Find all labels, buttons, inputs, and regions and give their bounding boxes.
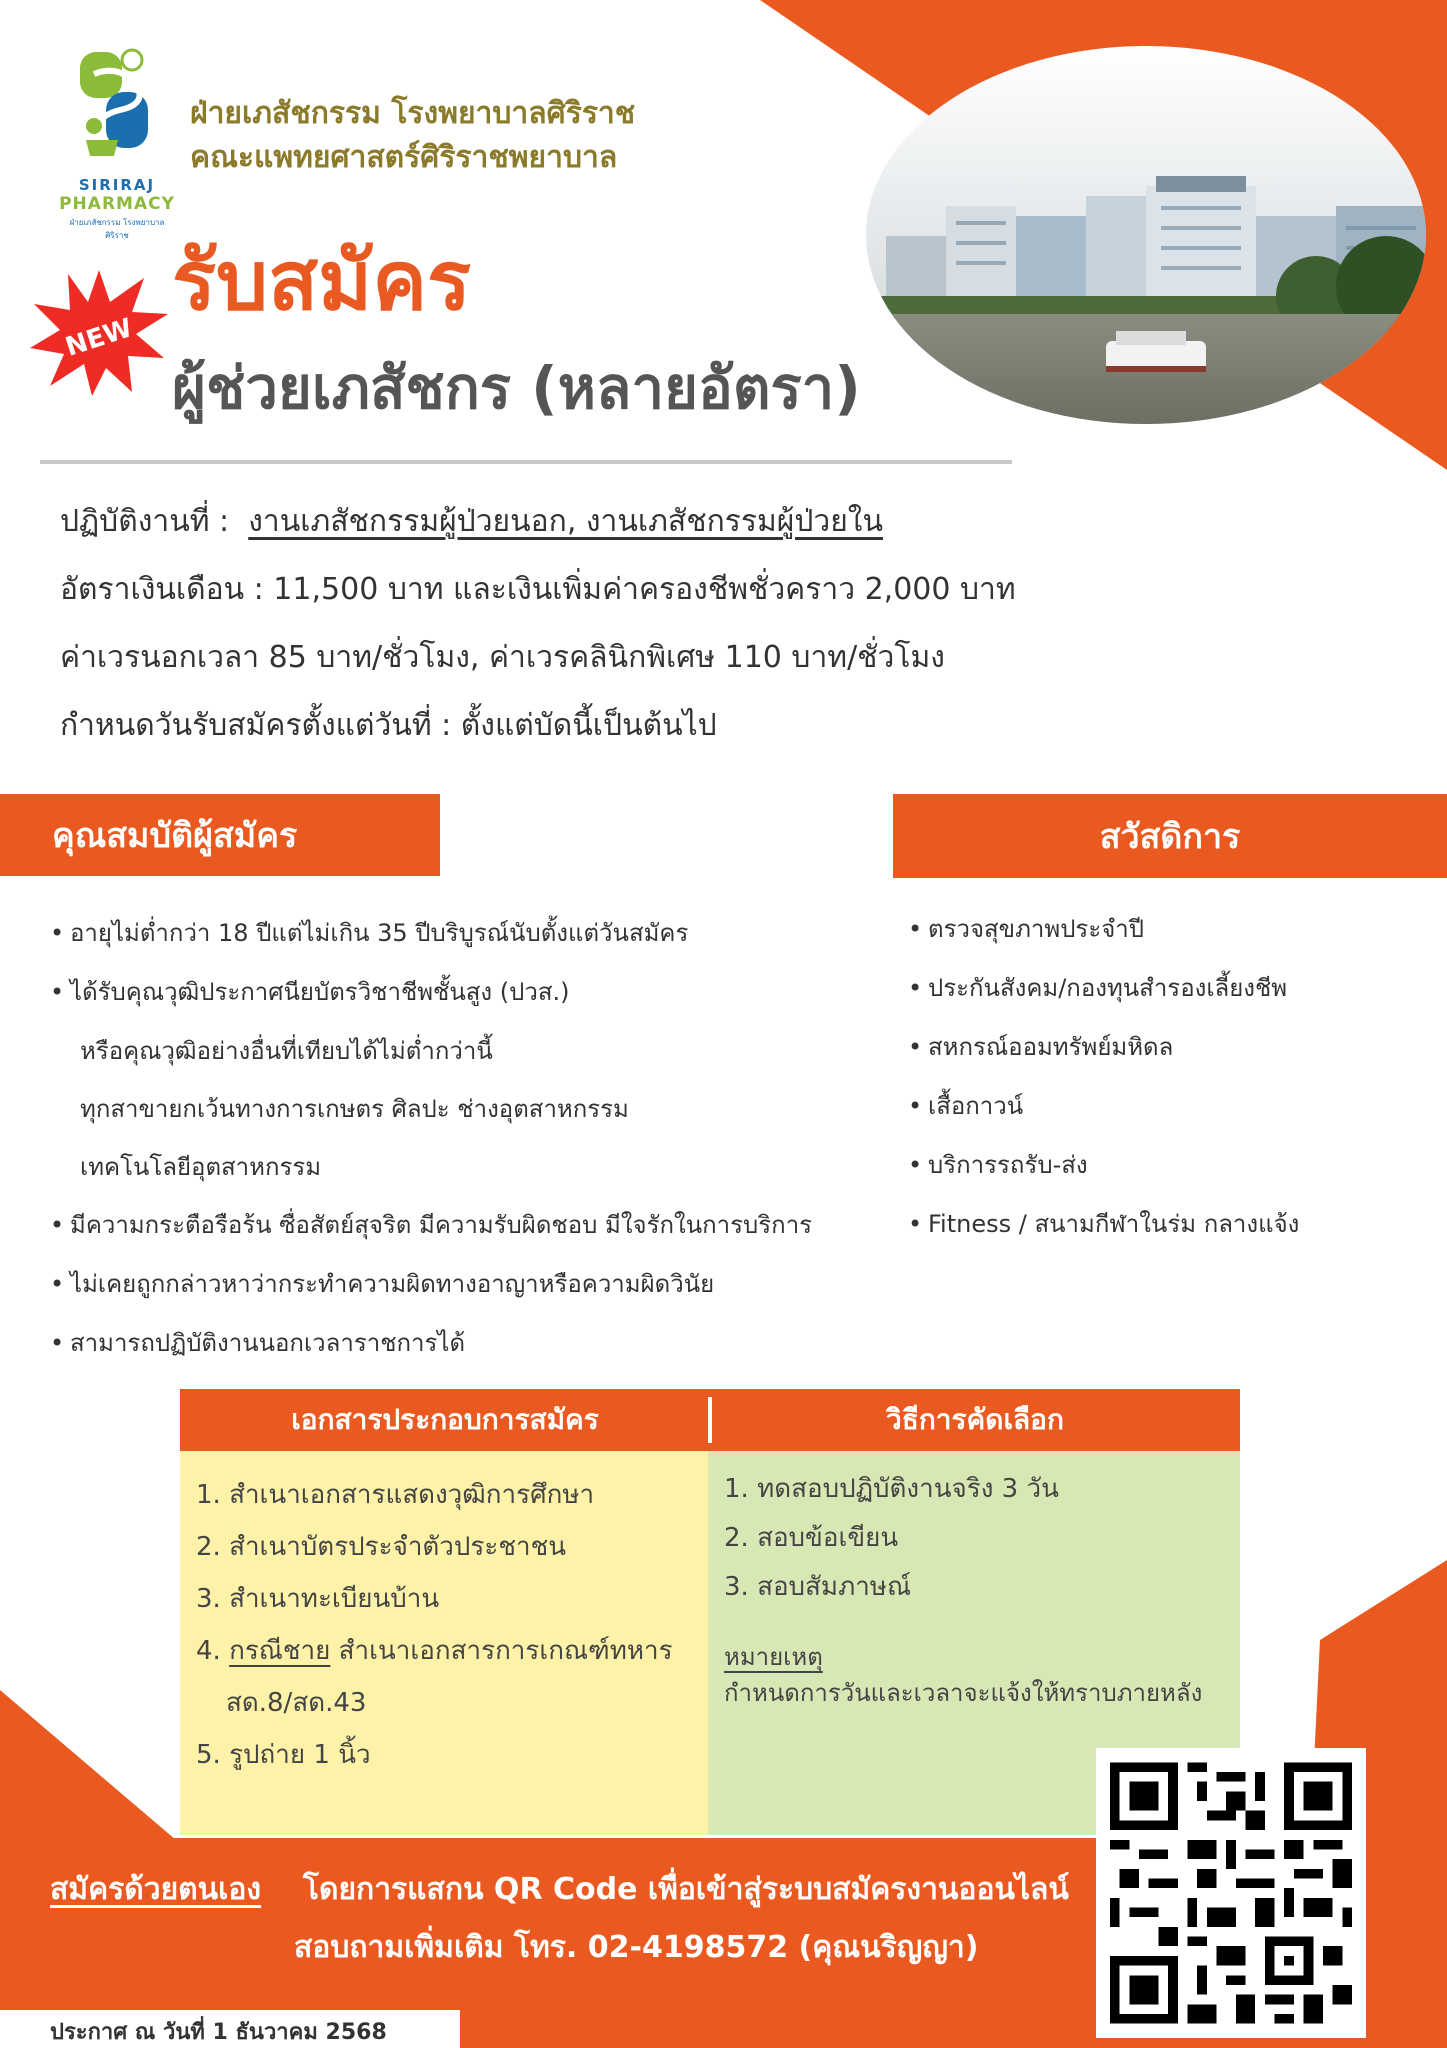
logo-wordmark-siriraj: SIRIRAJ <box>78 176 156 194</box>
logo-caption: ฝ่ายเภสัชกรรม โรงพยาบาลศิริราช <box>69 218 165 240</box>
qualifications-list <box>50 904 880 1373</box>
list-item: • ตรวจสุขภาพประจำปี <box>908 915 1144 943</box>
announcement-strip <box>0 2010 460 2048</box>
application-qr-code[interactable] <box>1096 1748 1366 2038</box>
workplace-value: งานเภสัชกรรมผู้ป่วยนอก, งานเภสัชกรรมผู้ป่วยใน <box>248 504 883 539</box>
apply-label: สมัครด้วยตนเอง <box>50 1872 262 1907</box>
title-divider <box>40 460 1012 464</box>
list-item: • สามารถปฏิบัติงานนอกเวลาราชการได้ <box>50 1329 466 1357</box>
new-label: NEW <box>61 313 137 363</box>
list-item: 4. กรณีชาย สำเนาเอกสารการเกณฑ์ทหาร <box>196 1636 673 1666</box>
apply-line <box>50 1866 1069 1913</box>
list-item-continued: ทุกสาขายกเว้นทางการเกษตร ศิลปะ ช่างอุตสาหกรรม <box>80 1095 629 1123</box>
list-item: • เสื้อกาวน์ <box>908 1092 1024 1120</box>
list-item: • ไม่เคยถูกกล่าวหาว่ากระทำความผิดทางอาญาหรือความผิดวินัย <box>50 1270 715 1298</box>
list-item: • ได้รับคุณวุฒิประกาศนียบัตรวิชาชีพชั้นสูง (ปวส.) <box>50 978 570 1006</box>
department-line-1: ฝ่ายเภสัชกรรม โรงพยาบาลศิริราช <box>190 96 636 131</box>
note-heading: หมายเหตุ <box>724 1643 823 1671</box>
selection-list <box>724 1465 1059 1612</box>
list-item: 3. สอบสัมภาษณ์ <box>724 1572 912 1602</box>
workplace-line <box>60 502 883 542</box>
department-line-2: คณะแพทยศาสตร์ศิริราชพยาบาล <box>190 140 618 175</box>
list-item-continued: เทคโนโลยีอุตสาหกรรม <box>80 1153 322 1181</box>
table-header <box>180 1389 1240 1451</box>
list-item: 1. ทดสอบปฏิบัติงานจริง 3 วัน <box>724 1474 1059 1504</box>
list-item-continued: สด.8/สด.43 <box>226 1688 367 1718</box>
list-item: • บริการรถรับ-ส่ง <box>908 1151 1088 1179</box>
list-item-continued: หรือคุณวุฒิอย่างอื่นที่เทียบได้ไม่ต่ำกว่านี้ <box>80 1037 493 1065</box>
salary-line: อัตราเงินเดือน : 11,500 บาท และเงินเพิ่มค่าครองชีพชั่วคราว 2,000 บาท <box>60 572 1016 607</box>
list-item: • Fitness / สนามกีฬาในร่ม กลางแจ้ง <box>908 1210 1300 1238</box>
apply-text: โดยการแสกน QR Code เพื่อเข้าสู่ระบบสมัครงานออนไลน์ <box>302 1872 1069 1907</box>
list-item: 2. สำเนาบัตรประจำตัวประชาชน <box>196 1532 567 1562</box>
list-item: • ประกันสังคม/กองทุนสำรองเลี้ยงชีพ <box>908 974 1288 1002</box>
list-item: • มีความกระตือรือร้น ซื่อสัตย์สุจริต มีความรับผิดชอบ มีใจรักในการบริการ <box>50 1211 813 1239</box>
list-item: • อายุไม่ต่ำกว่า 18 ปีแต่ไม่เกิน 35 ปีบริบูรณ์นับตั้งแต่วันสมัคร <box>50 919 689 947</box>
documents-selection-table <box>180 1389 1240 1835</box>
documents-panel <box>180 1451 708 1835</box>
workplace-label: ปฏิบัติงานที่ : <box>60 504 230 539</box>
list-item: • สหกรณ์ออมทรัพย์มหิดล <box>908 1033 1174 1061</box>
headline-recruiting: รับสมัคร <box>172 234 472 329</box>
hospital-photo <box>866 46 1426 424</box>
logo-emblem-icon <box>58 44 176 174</box>
note-text: กำหนดการวันและเวลาจะแจ้งให้ทราบภายหลัง <box>724 1679 1203 1707</box>
contact-line: สอบถามเพิ่มเติม โทร. 02-4198572 (คุณนริญญา) <box>294 1930 979 1965</box>
logo-wordmark-pharmacy: PHARMACY <box>59 194 175 214</box>
qr-code-icon <box>1110 1762 1352 2024</box>
siriraj-pharmacy-logo <box>58 44 176 240</box>
list-item: 3. สำเนาทะเบียนบ้าน <box>196 1584 440 1614</box>
new-starburst-badge <box>28 268 170 398</box>
documents-list <box>196 1469 673 1781</box>
benefits-heading: สวัสดิการ <box>893 794 1447 878</box>
overtime-line: ค่าเวรนอกเวลา 85 บาท/ชั่วโมง, ค่าเวรคลินิกพิเศษ 110 บาท/ชั่วโมง <box>60 640 945 675</box>
selection-heading: วิธีการคัดเลือก <box>886 1403 1064 1436</box>
department-name <box>190 92 635 180</box>
headline-position: ผู้ช่วยเภสัชกร (หลายอัตรา) <box>172 354 861 422</box>
list-item: 5. รูปถ่าย 1 นิ้ว <box>196 1740 371 1770</box>
list-item: 1. สำเนาเอกสารแสดงวุฒิการศึกษา <box>196 1480 595 1510</box>
deadline-line: กำหนดวันรับสมัครตั้งแต่วันที่ : ตั้งแต่บัดนี้เป็นต้นไป <box>60 708 717 743</box>
list-item: 2. สอบข้อเขียน <box>724 1523 899 1553</box>
announcement-date: ประกาศ ณ วันที่ 1 ธันวาคม 2568 <box>50 2020 387 2045</box>
documents-heading: เอกสารประกอบการสมัคร <box>291 1403 599 1436</box>
benefits-list <box>908 900 1428 1254</box>
qualifications-heading: คุณสมบัติผู้สมัคร <box>0 794 440 876</box>
male-applicants-label: กรณีชาย <box>229 1636 331 1666</box>
